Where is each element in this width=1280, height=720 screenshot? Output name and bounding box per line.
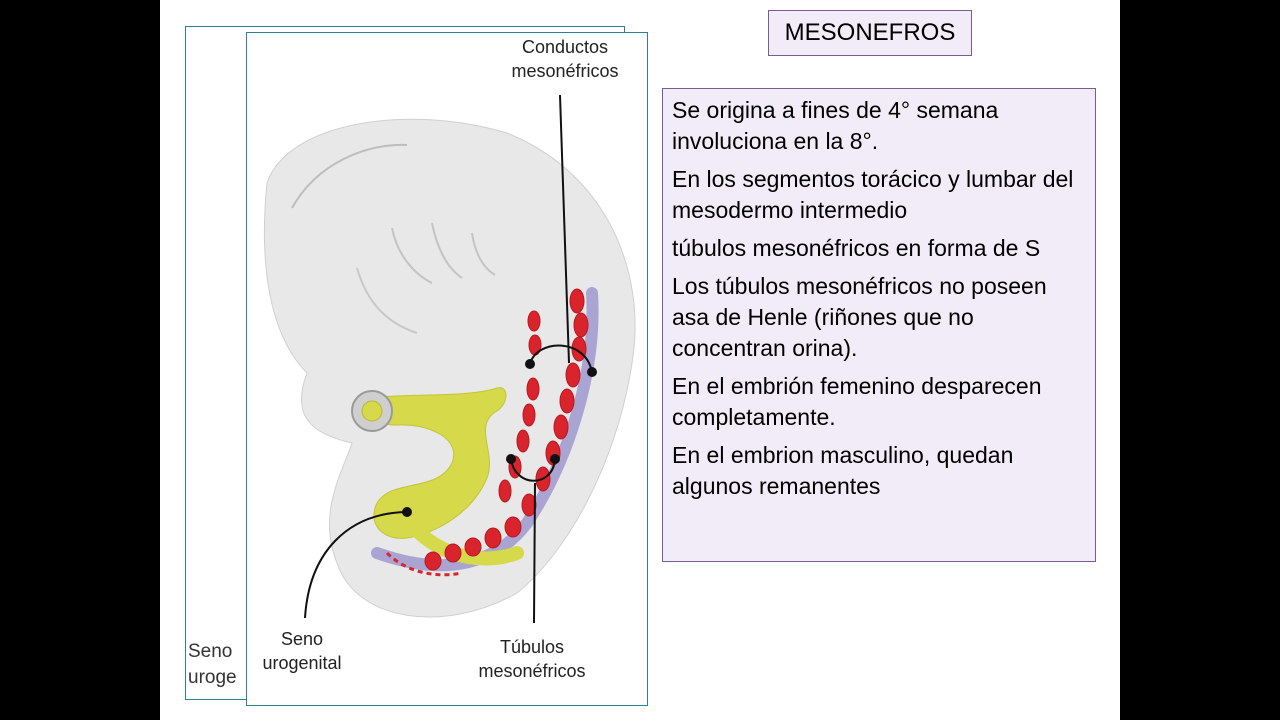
- label-conductos-mesonefricos: Conductos mesonéfricos: [511, 37, 619, 81]
- label-tubulos-mesonefricos: Túbulos mesonéfricos: [478, 637, 586, 681]
- paragraph-origin: Se origina a fines de 4° semana involuciona en la 8°.: [672, 97, 999, 154]
- slide: [160, 0, 1120, 720]
- paragraph-female: En el embrión femenino desparecen completamente.: [672, 373, 1042, 430]
- embryo-body: [264, 119, 635, 617]
- description-panel: [662, 88, 1096, 562]
- paragraph-male: En el embrion masculino, quedan algunos remanentes: [672, 442, 1014, 499]
- slide-title: MESONEFROS: [768, 10, 972, 56]
- embryo-diagram: [246, 32, 648, 706]
- embryo-illustration: [247, 33, 647, 705]
- back-figure-label: Seno uroge: [188, 641, 237, 688]
- paragraph-s-shape: túbulos mesonéfricos en forma de S: [672, 235, 1041, 261]
- paragraph-henle: Los túbulos mesonéfricos no poseen asa de Henle (riñones que no concentran orina).: [672, 273, 1047, 361]
- label-seno-urogenital: Seno urogenital: [262, 629, 342, 673]
- paragraph-segments: En los segmentos torácico y lumbar del mesodermo intermedio: [672, 166, 1074, 223]
